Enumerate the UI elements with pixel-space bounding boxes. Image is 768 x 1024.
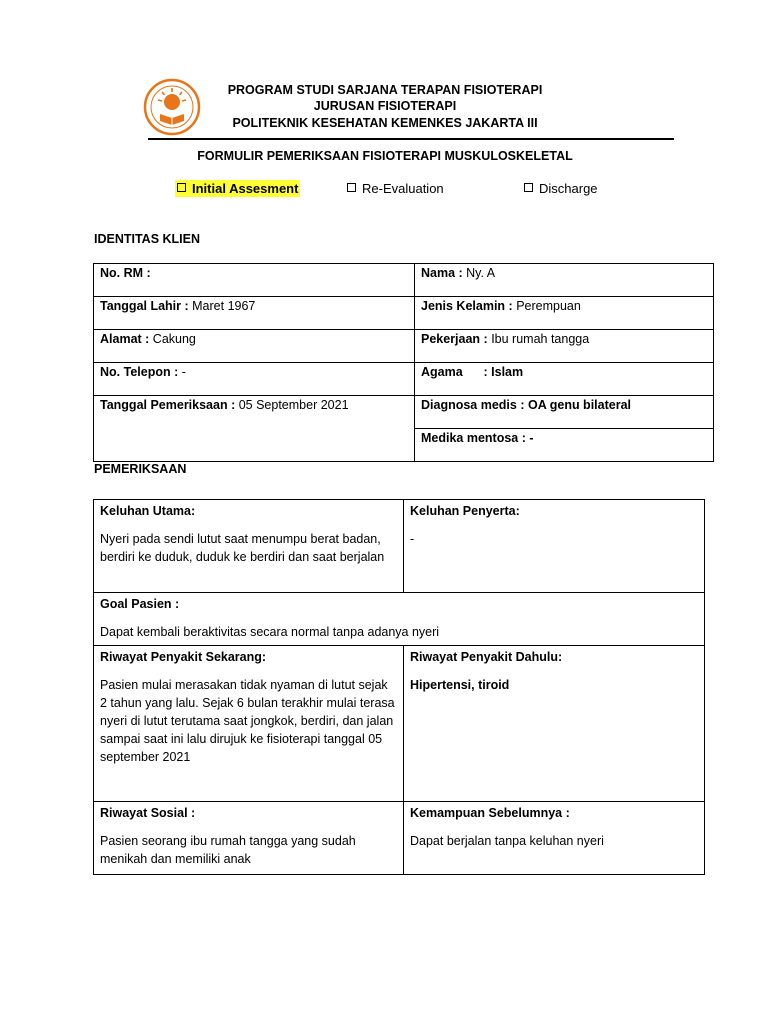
goal-label: Goal Pasien : xyxy=(100,597,180,611)
identitas-table xyxy=(93,263,714,462)
field-agama: Agama : Islam xyxy=(415,363,714,396)
option-discharge[interactable] xyxy=(524,181,598,196)
kemampuan-text: Dapat berjalan tanpa keluhan nyeri xyxy=(410,834,604,848)
pemeriksaan-table xyxy=(93,499,705,875)
keluhan-utama-label: Keluhan Utama: xyxy=(100,504,196,518)
option-re-evaluation[interactable] xyxy=(347,181,444,196)
keluhan-utama-text: Nyeri pada sendi lutut saat menumpu berat badan, berdiri ke duduk, duduk ke berdiri dan saat berjalan xyxy=(100,532,385,564)
rpd-text: Hipertensi, tiroid xyxy=(410,678,510,692)
sosial-text: Pasien seorang ibu rumah tangga yang sudah menikah dan memiliki anak xyxy=(100,834,356,866)
field-tanggal-lahir: Tanggal Lahir : Maret 1967 xyxy=(94,297,415,330)
option-discharge-label: Discharge xyxy=(539,181,598,196)
option-initial-assessment[interactable] xyxy=(175,181,300,196)
header-divider xyxy=(148,138,674,140)
checkbox-icon[interactable] xyxy=(347,183,356,192)
field-jenis-kelamin: Jenis Kelamin : Perempuan xyxy=(415,297,714,330)
option-reeval-label: Re-Evaluation xyxy=(362,181,444,196)
rps-label: Riwayat Penyakit Sekarang: xyxy=(100,650,267,664)
institution-name: POLITEKNIK KESEHATAN KEMENKES JAKARTA III xyxy=(232,116,538,130)
kemampuan-label: Kemampuan Sebelumnya : xyxy=(410,806,570,820)
cell-rps xyxy=(94,646,404,802)
field-tanggal-pemeriksaan: Tanggal Pemeriksaan : 05 September 2021 xyxy=(94,396,415,462)
program-name: PROGRAM STUDI SARJANA TERAPAN FISIOTERAPI xyxy=(227,83,543,97)
option-initial-label: Initial Assesment xyxy=(192,181,299,196)
cell-goal xyxy=(94,593,705,646)
sosial-label: Riwayat Sosial : xyxy=(100,806,196,820)
section-title-pemeriksaan: PEMERIKSAAN xyxy=(94,462,187,476)
cell-riwayat-sosial xyxy=(94,802,404,875)
checkbox-icon[interactable] xyxy=(524,183,533,192)
rpd-label: Riwayat Penyakit Dahulu: xyxy=(410,650,563,664)
checkbox-icon[interactable] xyxy=(177,183,186,192)
cell-rpd xyxy=(404,646,705,802)
cell-kemampuan xyxy=(404,802,705,875)
goal-text: Dapat kembali beraktivitas secara normal tanpa adanya nyeri xyxy=(100,625,440,639)
field-pekerjaan: Pekerjaan : Ibu rumah tangga xyxy=(415,330,714,363)
rps-text: Pasien mulai merasakan tidak nyaman di lutut sejak 2 tahun yang lalu. Sejak 6 bulan terakhir mulai terasa nyeri di lutut terutama saat jongkok, berdiri, dan jalan sampai saat ini lalu dirujuk ke fisioterapi tanggal 05 september 2021 xyxy=(100,678,395,764)
keluhan-penyerta-text: - xyxy=(410,532,415,546)
form-title: FORMULIR PEMERIKSAAN FISIOTERAPI MUSKULOSKELETAL xyxy=(197,149,573,163)
cell-keluhan-penyerta xyxy=(404,500,705,593)
field-no-rm: No. RM : xyxy=(94,264,415,297)
section-title-identitas: IDENTITAS KLIEN xyxy=(94,232,201,246)
keluhan-penyerta-label: Keluhan Penyerta: xyxy=(410,504,520,518)
field-diagnosa: Diagnosa medis : OA genu bilateral xyxy=(415,396,714,429)
field-nama: Nama : Ny. A xyxy=(415,264,714,297)
field-medika: Medika mentosa : - xyxy=(415,429,714,462)
field-alamat: Alamat : Cakung xyxy=(94,330,415,363)
field-telepon: No. Telepon : - xyxy=(94,363,415,396)
cell-keluhan-utama xyxy=(94,500,404,593)
department-name: JURUSAN FISIOTERAPI xyxy=(313,99,457,113)
